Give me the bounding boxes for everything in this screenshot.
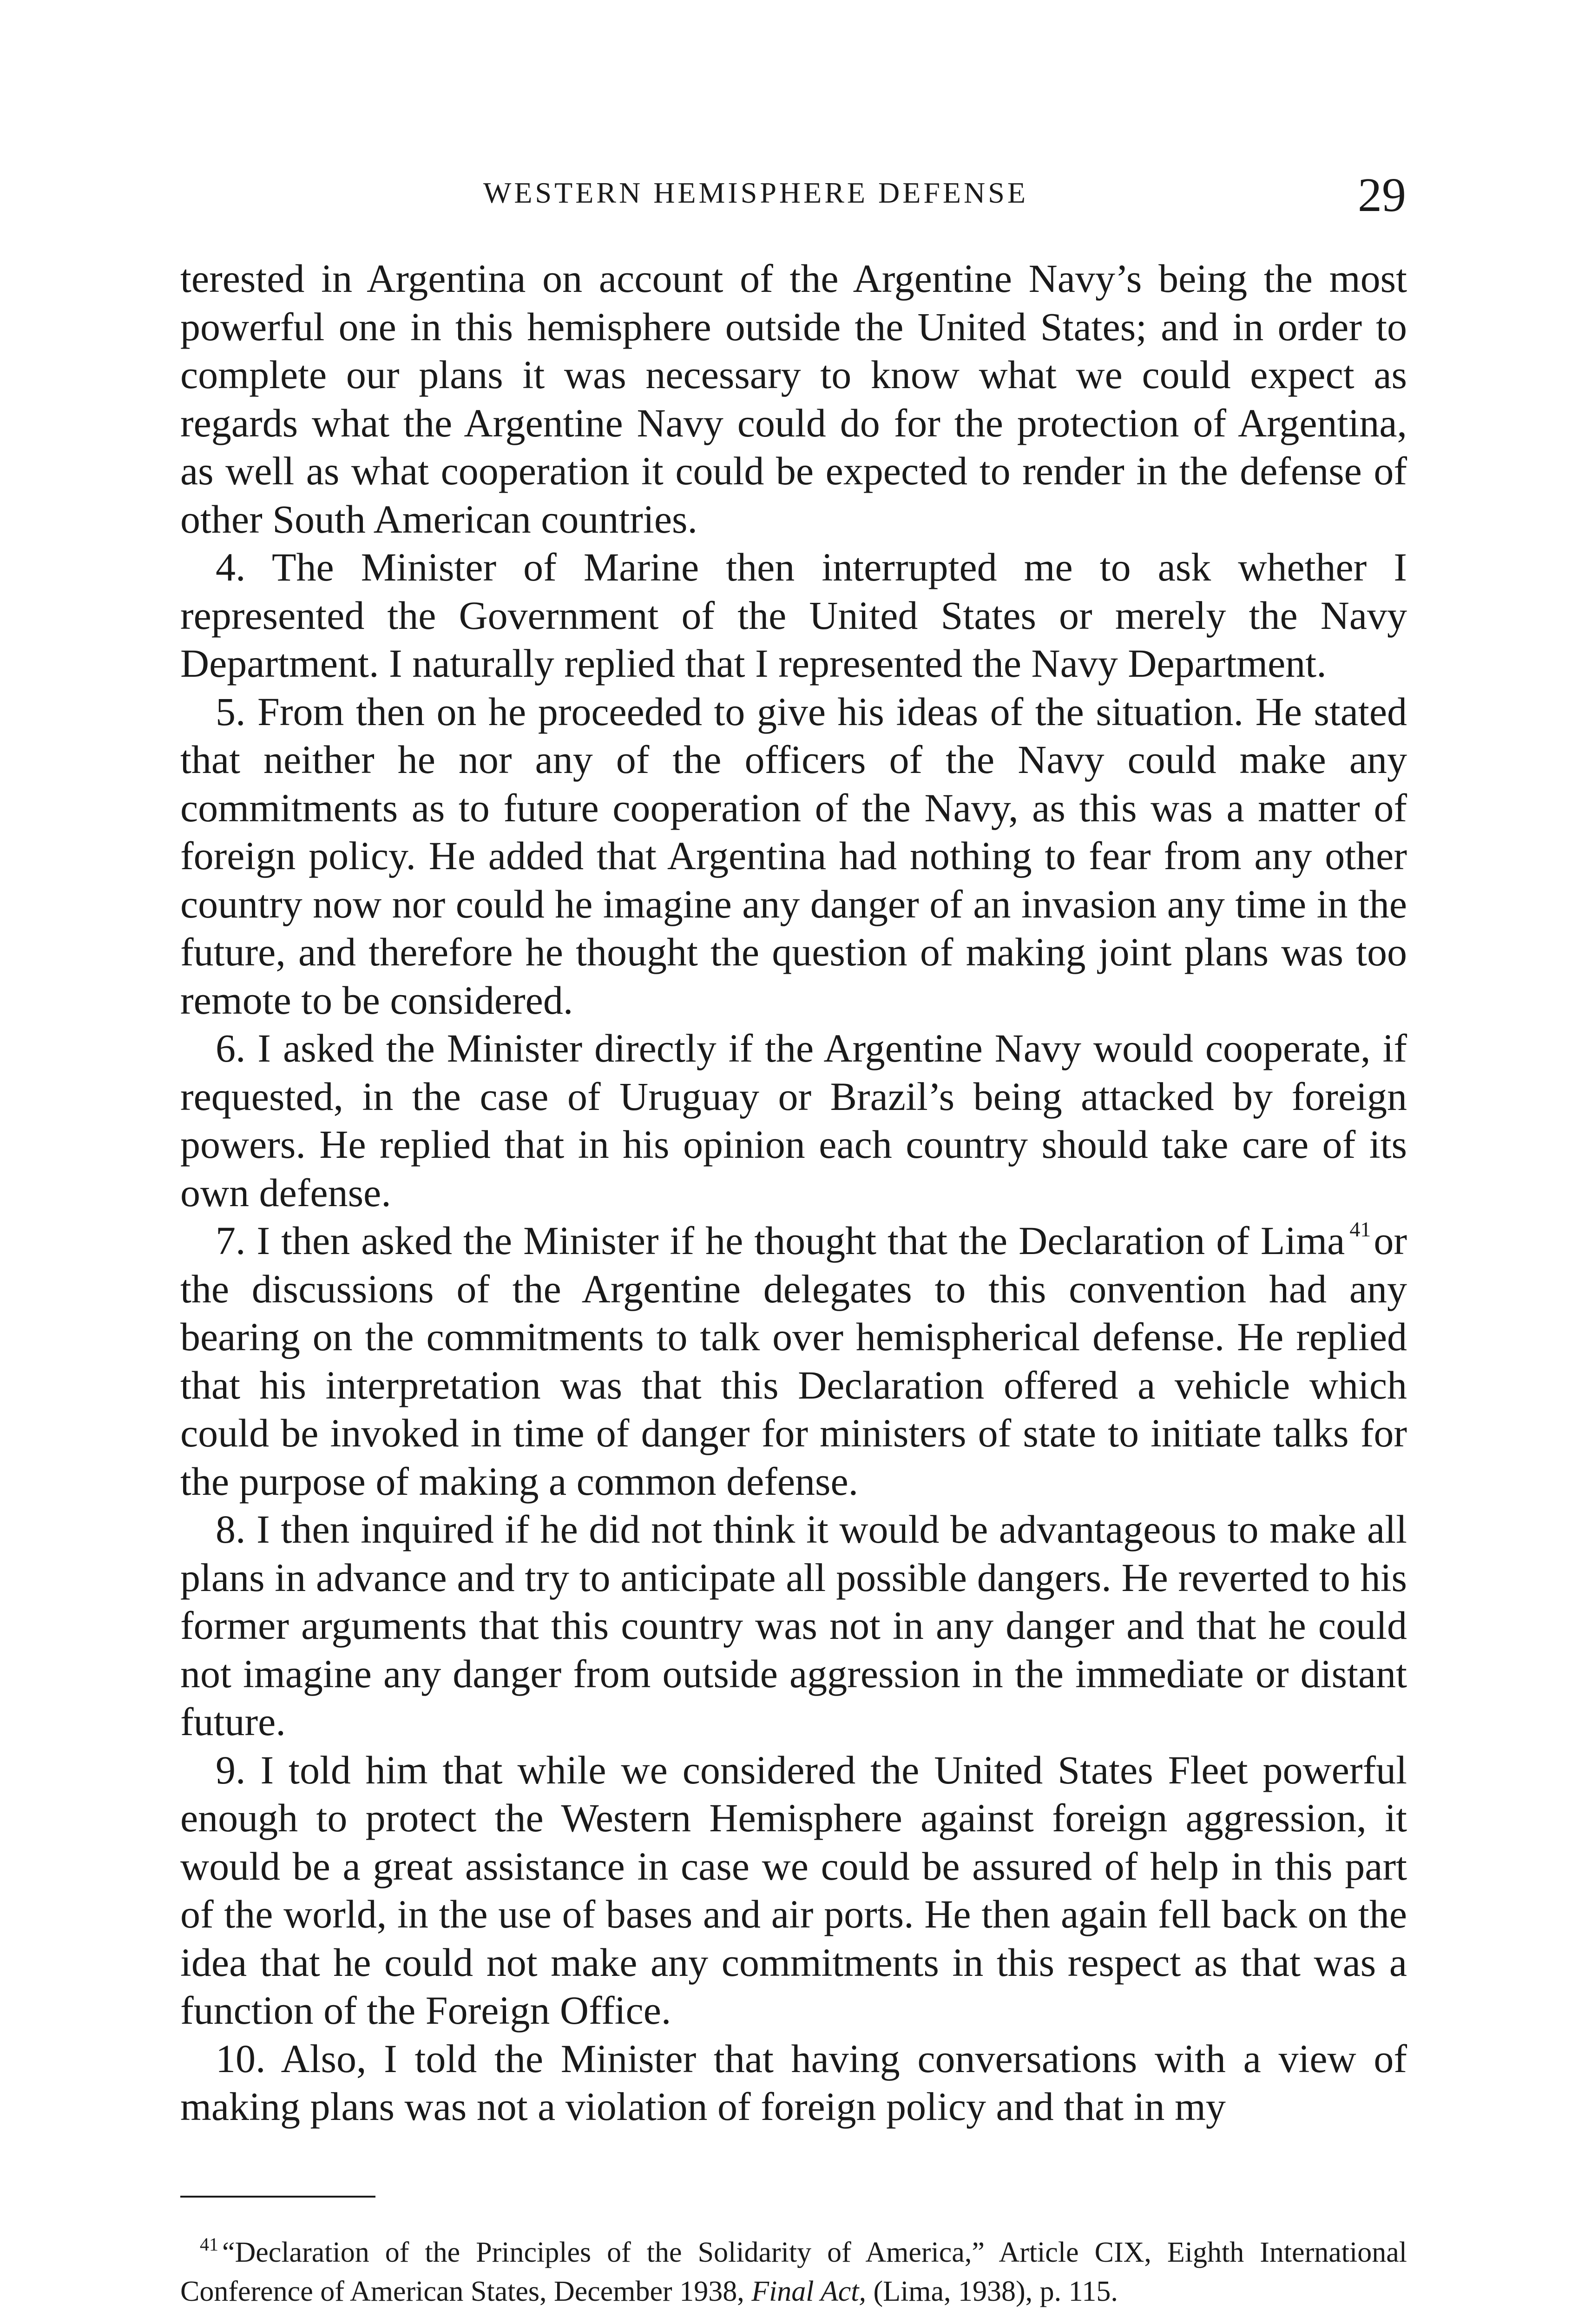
running-head: WESTERN HEMISPHERE DEFENSE: [483, 176, 1028, 209]
paragraph-8: 8. I then inquired if he did not think it would be advantageous to make all plans in advance and try to anticipate all possible dangers. He reverted to his former arguments that this country was not in any danger and that he could not imagine any danger from outside aggression in the immediate or distant future.: [180, 1507, 1407, 1744]
paragraph-4: 4. The Minister of Marine then interrupted me to ask whether I represented the Government of the United States or merely the Navy Department. I naturally replied that I represented the Navy Department.: [180, 545, 1407, 686]
footnote-italic-title: Final Act,: [751, 2276, 867, 2307]
paragraph-7-text-after: or the discussions of the Argentine delegates to this convention had any bearing on the commitments to talk over hemispherical defense. He replied that his interpretation was that this Declaration offered a vehicle which could be invoked in time of danger for ministers of state to initiate talks for the purpose of making a common defense.: [180, 1218, 1407, 1504]
footnote-mark: 41: [200, 2234, 218, 2255]
paragraph-10: 10. Also, I told the Minister that having conversations with a view of making plans was not a violation of foreign policy and that in my: [180, 2036, 1407, 2129]
paragraph-5: 5. From then on he proceeded to give his ideas of the situation. He stated that neither he nor any of the officers of the Navy could make any commitments as to future cooperation of the Navy, as this was a matter of foreign policy. He added that Argentina had nothing to fear from any other country now nor could he imagine any danger of an invasion any time in the future, and therefore he thought the question of making joint plans was too remote to be considered.: [180, 689, 1407, 1023]
paragraph-continued: terested in Argentina on account of the Argentine Navy’s being the most powerful one in this hemisphere outside the United States; and in order to complete our plans it was necessary to know what we could expect as regards what the Argentine Navy could do for the protection of Argentina, as well as what cooperation it could be expected to render in the defense of other South American countries.: [180, 256, 1407, 541]
paragraph-7-text-before: 7. I then asked the Minister if he thought that the Declaration of Lima: [216, 1218, 1345, 1263]
footnote-reference: 41: [1349, 1217, 1371, 1241]
paragraph-6: 6. I asked the Minister directly if the Argentine Navy would cooperate, if requested, in the case of Uruguay or Brazil’s being attacked by foreign powers. He replied that in his opinion each country should take care of its own defense.: [180, 1026, 1407, 1215]
footnote-text-before: “Declaration of the Principles of the Solidarity of America,” Article CIX, Eighth International Conference of American States, December 1938,: [180, 2237, 1407, 2307]
page-number: 29: [1358, 168, 1406, 222]
paragraph-9: 9. I told him that while we considered the United States Fleet powerful enough to protect the Western Hemisphere against foreign aggression, it would be a great assistance in case we could be assured of help in this part of the world, in the use of bases and air ports. He then again fell back on the idea that he could not make any commitments in this respect as that was a function of the Foreign Office.: [180, 1747, 1407, 2033]
footnote: [180, 2233, 1407, 2311]
footnote-text-after: (Lima, 1938), p. 115.: [873, 2276, 1118, 2307]
paragraph-7: [180, 1217, 1407, 1505]
footnote-divider: [180, 2196, 375, 2198]
body-text: [180, 255, 1407, 2131]
